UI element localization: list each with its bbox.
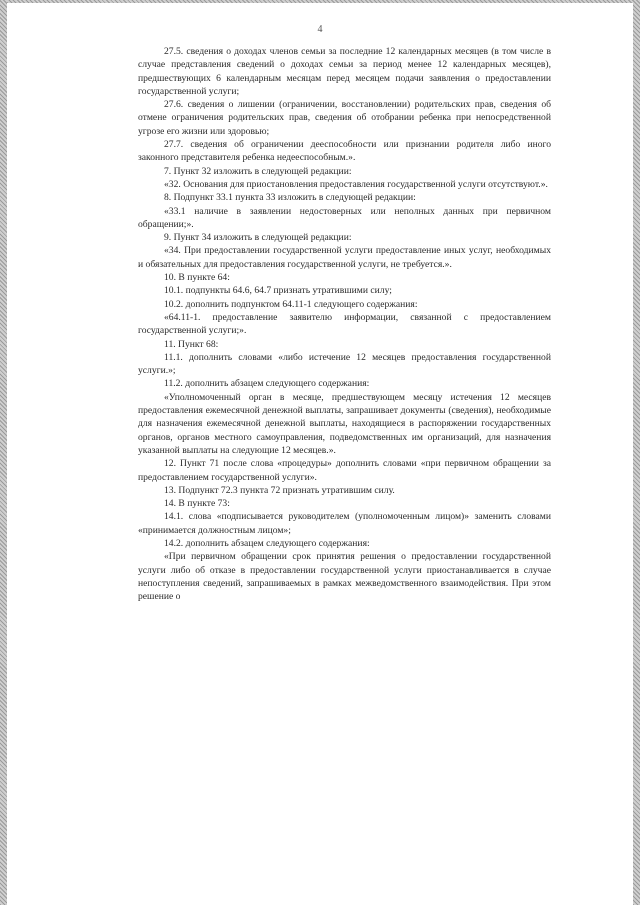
paragraph-34-text: «34. При предоставлении государственной услуги предоставление иных услуг, необходимых и обязательных для предоставления государственной услуги, не требуется.».	[138, 245, 551, 270]
paragraph-12: 12. Пункт 71 после слова «процедуры» дополнить словами «при первичном обращении за предоставлением государственной услуги».	[138, 458, 551, 483]
paragraph-27-6: 27.6. сведения о лишении (ограничении, восстановлении) родительских прав, сведения об отмене ограничения родительских прав, сведения об отобрании ребенка при непосредственной угрозе его жизни или здоровью;	[138, 99, 551, 137]
scan-left-edge	[0, 0, 7, 905]
paragraph-11: 11. Пункт 68:	[164, 338, 219, 350]
paragraph-10: 10. В пункте 64:	[164, 272, 230, 284]
paragraph-11-2: 11.2. дополнить абзацем следующего содержания:	[164, 378, 370, 390]
paragraph-33-1-text: «33.1 наличие в заявлении недостоверных или неполных данных при первичном обращении;».	[138, 205, 551, 230]
paragraph-68-addition-text: «Уполномоченный орган в месяце, предшествующем месяцу истечения 12 месяцев предоставления ежемесячной денежной выплаты, запрашивает документы (сведения), необходимые для назначения ежемесячной денежной выплаты, находящиеся в распоряжении государственных органов, органов местного самоуправления, подведомственных им организаций, для назначения указанной выплаты на следующие 12 месяцев.».	[138, 391, 551, 456]
paragraph-14: 14. В пункте 73:	[164, 498, 230, 510]
paragraph-14-1: 14.1. слова «подписывается руководителем (уполномоченным лицом)» заменить словами «принимается должностным лицом»;	[138, 511, 551, 536]
paragraph-32-text: «32. Основания для приостановления предоставления государственной услуги отсутствуют.».	[164, 178, 548, 190]
paragraph-14-2: 14.2. дополнить абзацем следующего содержания:	[164, 537, 370, 549]
paragraph-27-7: 27.7. сведения об ограничении дееспособности или признании родителя либо иного законного представителя ребенка недееспособным.».	[138, 139, 551, 164]
paragraph-64-11-1-text: «64.11-1. предоставление заявителю информации, связанной с предоставлением государственной услуги;».	[138, 311, 551, 337]
page-number: 4	[317, 24, 323, 35]
paragraph-73-addition-text: «При первичном обращении срок принятия решения о предоставлении государственной услуги либо об отказе в предоставлении государственной услуги приостанавливается в случае непоступления сведений, запрашиваемых в рамках межведомственного взаимодействия. При этом решение о	[138, 551, 551, 603]
paragraph-10-2: 10.2. дополнить подпунктом 64.11-1 следующего содержания:	[164, 298, 418, 310]
paragraph-9: 9. Пункт 34 изложить в следующей редакции:	[164, 232, 352, 244]
paragraph-11-1: 11.1. дополнить словами «либо истечение 12 месяцев предоставления государственной услуги.»;	[138, 351, 551, 377]
paragraph-7: 7. Пункт 32 изложить в следующей редакции:	[164, 165, 352, 177]
paragraph-10-1: 10.1. подпункты 64.6, 64.7 признать утратившими силу;	[164, 285, 392, 297]
scan-top-edge	[7, 0, 633, 3]
scan-right-edge	[633, 0, 640, 905]
paragraph-27-5: 27.5. сведения о доходах членов семьи за последние 12 календарных месяцев (в том числе в случае представления сведений о доходах семьи за период менее 12 календарных месяцев), предшествующих 6 календарным месяцам перед месяцем подачи заявления о предоставлении государственной услуги;	[138, 46, 551, 97]
paragraph-8: 8. Подпункт 33.1 пункта 33 изложить в следующей редакции:	[164, 192, 416, 204]
paragraph-13: 13. Подпункт 72.3 пункта 72 признать утратившим силу.	[164, 484, 395, 496]
document-body	[138, 45, 551, 603]
